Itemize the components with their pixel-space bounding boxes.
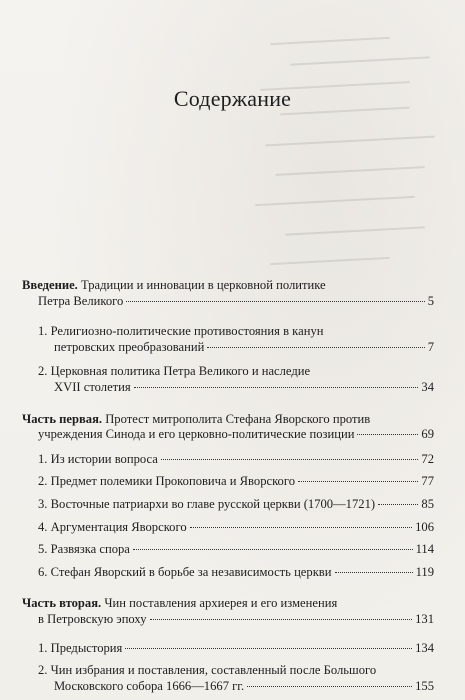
toc-item-last-wrap <box>38 452 434 468</box>
toc-page-number: 72 <box>421 451 434 466</box>
toc-section-heading[interactable] <box>22 412 434 443</box>
toc-item-last-wrap <box>38 340 434 356</box>
toc-entry-last-line <box>54 340 434 356</box>
toc-section-heading[interactable] <box>22 596 434 627</box>
toc-entry-text: 1. Предыстория <box>38 640 123 655</box>
toc-item-line: 1. Религиозно-политические противостояния в канун <box>38 324 324 339</box>
toc-entry-last-line <box>54 679 434 695</box>
toc-leader-dots <box>134 387 419 388</box>
toc-entry-text: 5. Развязка спора <box>38 542 130 557</box>
toc-page-number: 119 <box>415 564 434 579</box>
toc-item-last-wrap <box>38 542 434 558</box>
toc-entry-text: учреждения Синода и его церковно-политические позиции <box>38 427 355 442</box>
toc-entry-last-line <box>54 380 434 396</box>
toc-page-number: 134 <box>415 640 434 655</box>
bleed-through-handwriting <box>250 30 450 290</box>
toc-item[interactable] <box>22 663 434 694</box>
section-divider <box>22 580 434 596</box>
table-of-contents <box>22 278 434 694</box>
toc-section-lead: Введение. <box>22 278 78 292</box>
toc-leader-dots <box>335 572 413 573</box>
toc-leader-dots <box>190 527 412 528</box>
toc-item[interactable] <box>22 542 434 558</box>
toc-entry-text: 1. Из истории вопроса <box>38 451 158 466</box>
toc-item[interactable] <box>22 324 434 355</box>
toc-gap <box>22 443 434 445</box>
toc-leader-dots <box>247 686 412 687</box>
toc-entry-text: 4. Аргументация Яворского <box>38 519 187 534</box>
toc-entry-last-line <box>38 474 434 490</box>
toc-item-last-wrap <box>38 679 434 695</box>
toc-page-number: 34 <box>421 379 434 394</box>
toc-page-number: 106 <box>415 519 434 534</box>
toc-item-last-wrap <box>38 474 434 490</box>
toc-page-number: 77 <box>421 474 434 489</box>
toc-entry-text: 3. Восточные патриархи во главе русской церкви (1700—1721) <box>38 496 376 511</box>
toc-page-number: 131 <box>415 611 434 626</box>
toc-section <box>22 412 434 581</box>
toc-entry-last-line <box>38 542 434 558</box>
toc-section-title-text: Традиции и инновации в церковной политике <box>77 278 326 292</box>
toc-entry-text: Петра Великого <box>38 293 124 308</box>
toc-item-last-wrap <box>38 641 434 657</box>
section-divider <box>22 396 434 412</box>
toc-leader-dots <box>133 549 413 550</box>
toc-section-continuation <box>22 427 434 443</box>
toc-page-number: 85 <box>421 496 434 511</box>
toc-entry-text: 6. Стефан Яворский в борьбе за независимость церкви <box>38 564 332 579</box>
toc-item-line: 2. Чин избрания и поставления, составленный после Большого <box>38 663 377 678</box>
toc-item-line: 2. Церковная политика Петра Великого и наследие <box>38 364 311 379</box>
toc-entry-last-line <box>38 565 434 581</box>
toc-item[interactable] <box>22 452 434 468</box>
toc-leader-dots <box>150 619 413 620</box>
toc-item[interactable] <box>22 474 434 490</box>
toc-page-number: 114 <box>415 542 434 557</box>
toc-entry-last-line <box>38 612 434 628</box>
toc-leader-dots <box>207 347 424 348</box>
toc-section-lead: Часть первая. <box>22 411 103 426</box>
toc-leader-dots <box>125 648 412 649</box>
toc-entry-text: Московского собора 1666—1667 гг. <box>54 678 245 693</box>
toc-item-last-wrap <box>38 380 434 396</box>
toc-section <box>22 278 434 396</box>
toc-entry-last-line <box>38 497 434 513</box>
page-title: Содержание <box>173 86 292 111</box>
toc-entry-text: в Петровскую эпоху <box>38 611 147 626</box>
toc-item[interactable] <box>22 520 434 536</box>
toc-entry-last-line <box>38 452 434 468</box>
toc-entry-last-line <box>38 641 434 657</box>
toc-section-title-text: Протест митрополита Стефана Яворского против <box>102 411 371 426</box>
toc-entry-last-line <box>38 427 434 443</box>
toc-leader-dots <box>298 481 418 482</box>
toc-section-lead: Часть вторая. <box>22 596 102 611</box>
toc-entry-last-line <box>38 520 434 536</box>
toc-entry-last-line <box>38 294 434 310</box>
toc-item-last-wrap <box>38 497 434 513</box>
toc-leader-dots <box>126 301 424 302</box>
toc-entry-text: петровских преобразований <box>54 339 205 354</box>
toc-item-last-wrap <box>38 520 434 536</box>
toc-leader-dots <box>378 504 418 505</box>
toc-section-first-line <box>22 596 434 612</box>
toc-page-number: 69 <box>421 427 434 442</box>
toc-item-last-wrap <box>38 565 434 581</box>
toc-section-title-text: Чин поставления архиерея и его изменения <box>101 596 338 611</box>
toc-section <box>22 596 434 694</box>
toc-leader-dots <box>357 434 418 435</box>
toc-entry-text: 2. Предмет полемики Прокоповича и Яворского <box>38 474 296 489</box>
toc-section-continuation <box>22 294 434 310</box>
toc-item[interactable] <box>22 364 434 395</box>
toc-item[interactable] <box>22 641 434 657</box>
toc-page-number: 5 <box>427 293 434 308</box>
toc-gap <box>22 628 434 634</box>
toc-leader-dots <box>161 459 419 460</box>
toc-entry-text: XVII столетия <box>54 379 131 394</box>
toc-item[interactable] <box>22 497 434 513</box>
toc-section-first-line <box>22 278 434 294</box>
toc-section-first-line <box>22 412 434 428</box>
toc-gap <box>22 309 434 315</box>
toc-section-heading[interactable] <box>22 278 434 309</box>
toc-page-number: 155 <box>415 678 434 693</box>
toc-page-number: 7 <box>427 339 434 354</box>
toc-section-continuation <box>22 612 434 628</box>
toc-item[interactable] <box>22 565 434 581</box>
